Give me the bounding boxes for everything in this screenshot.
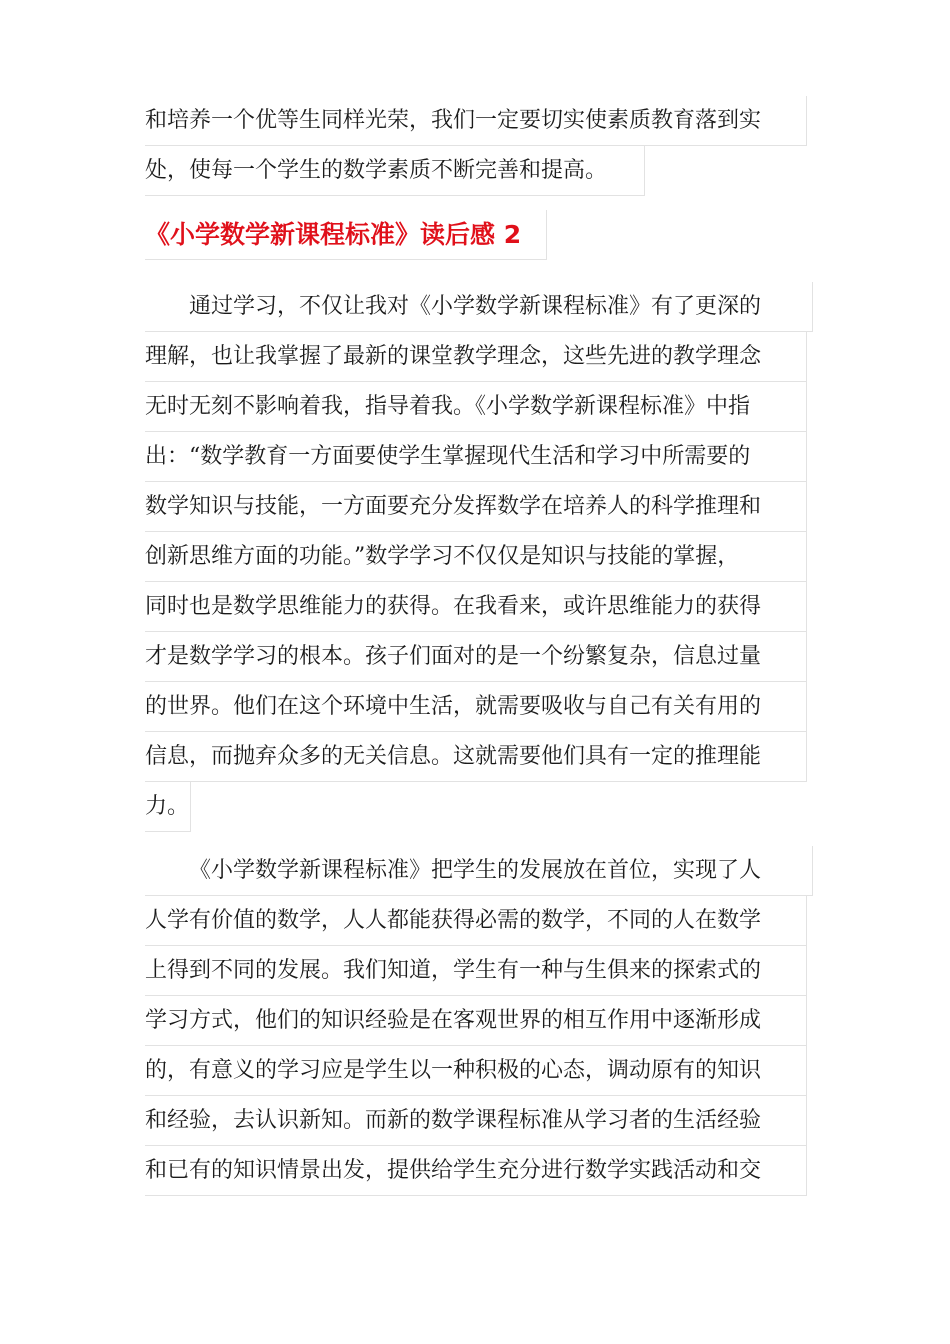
paragraph2-line-1: 《小学数学新课程标准》把学生的发展放在首位，实现了人 — [145, 846, 813, 896]
paragraph2-line-3: 上得到不同的发展。我们知道，学生有一种与生俱来的探索式的 — [145, 946, 807, 996]
paragraph1-line-7: 同时也是数学思维能力的获得。在我看来，或许思维能力的获得 — [145, 582, 807, 632]
paragraph2-line-6: 和经验，去认识新知。而新的数学课程标准从学习者的生活经验 — [145, 1096, 807, 1146]
paragraph1-line-1: 通过学习，不仅让我对《小学数学新课程标准》有了更深的 — [145, 282, 813, 332]
paragraph2-line-2: 人学有价值的数学，人人都能获得必需的数学，不同的人在数学 — [145, 896, 807, 946]
paragraph1-line-10: 信息，而抛弃众多的无关信息。这就需要他们具有一定的推理能 — [145, 732, 807, 782]
paragraph1-line-9: 的世界。他们在这个环境中生活，就需要吸收与自己有关有用的 — [145, 682, 807, 732]
intro-line-2: 处，使每一个学生的数学素质不断完善和提高。 — [145, 146, 645, 196]
paragraph1-line-3: 无时无刻不影响着我，指导着我。《小学数学新课程标准》中指 — [145, 382, 807, 432]
paragraph1-line-11: 力。 — [145, 782, 191, 832]
intro-line-1: 和培养一个优等生同样光荣，我们一定要切实使素质教育落到实 — [145, 96, 807, 146]
paragraph1-line-6: 创新思维方面的功能。”数学学习不仅仅是知识与技能的掌握， — [145, 532, 807, 582]
paragraph2-line-4: 学习方式，他们的知识经验是在客观世界的相互作用中逐渐形成 — [145, 996, 807, 1046]
paragraph1-line-2: 理解，也让我掌握了最新的课堂教学理念，这些先进的教学理念 — [145, 332, 807, 382]
paragraph1-line-5: 数学知识与技能，一方面要充分发挥数学在培养人的科学推理和 — [145, 482, 807, 532]
paragraph2-line-5: 的，有意义的学习应是学生以一种积极的心态，调动原有的知识 — [145, 1046, 807, 1096]
paragraph1-line-8: 才是数学学习的根本。孩子们面对的是一个纷繁复杂，信息过量 — [145, 632, 807, 682]
paragraph2-line-7: 和已有的知识情景出发，提供给学生充分进行数学实践活动和交 — [145, 1146, 807, 1196]
paragraph1-line-4: 出：“数学教育一方面要使学生掌握现代生活和学习中所需要的 — [145, 432, 807, 482]
section-heading: 《小学数学新课程标准》读后感 2 — [145, 210, 547, 260]
